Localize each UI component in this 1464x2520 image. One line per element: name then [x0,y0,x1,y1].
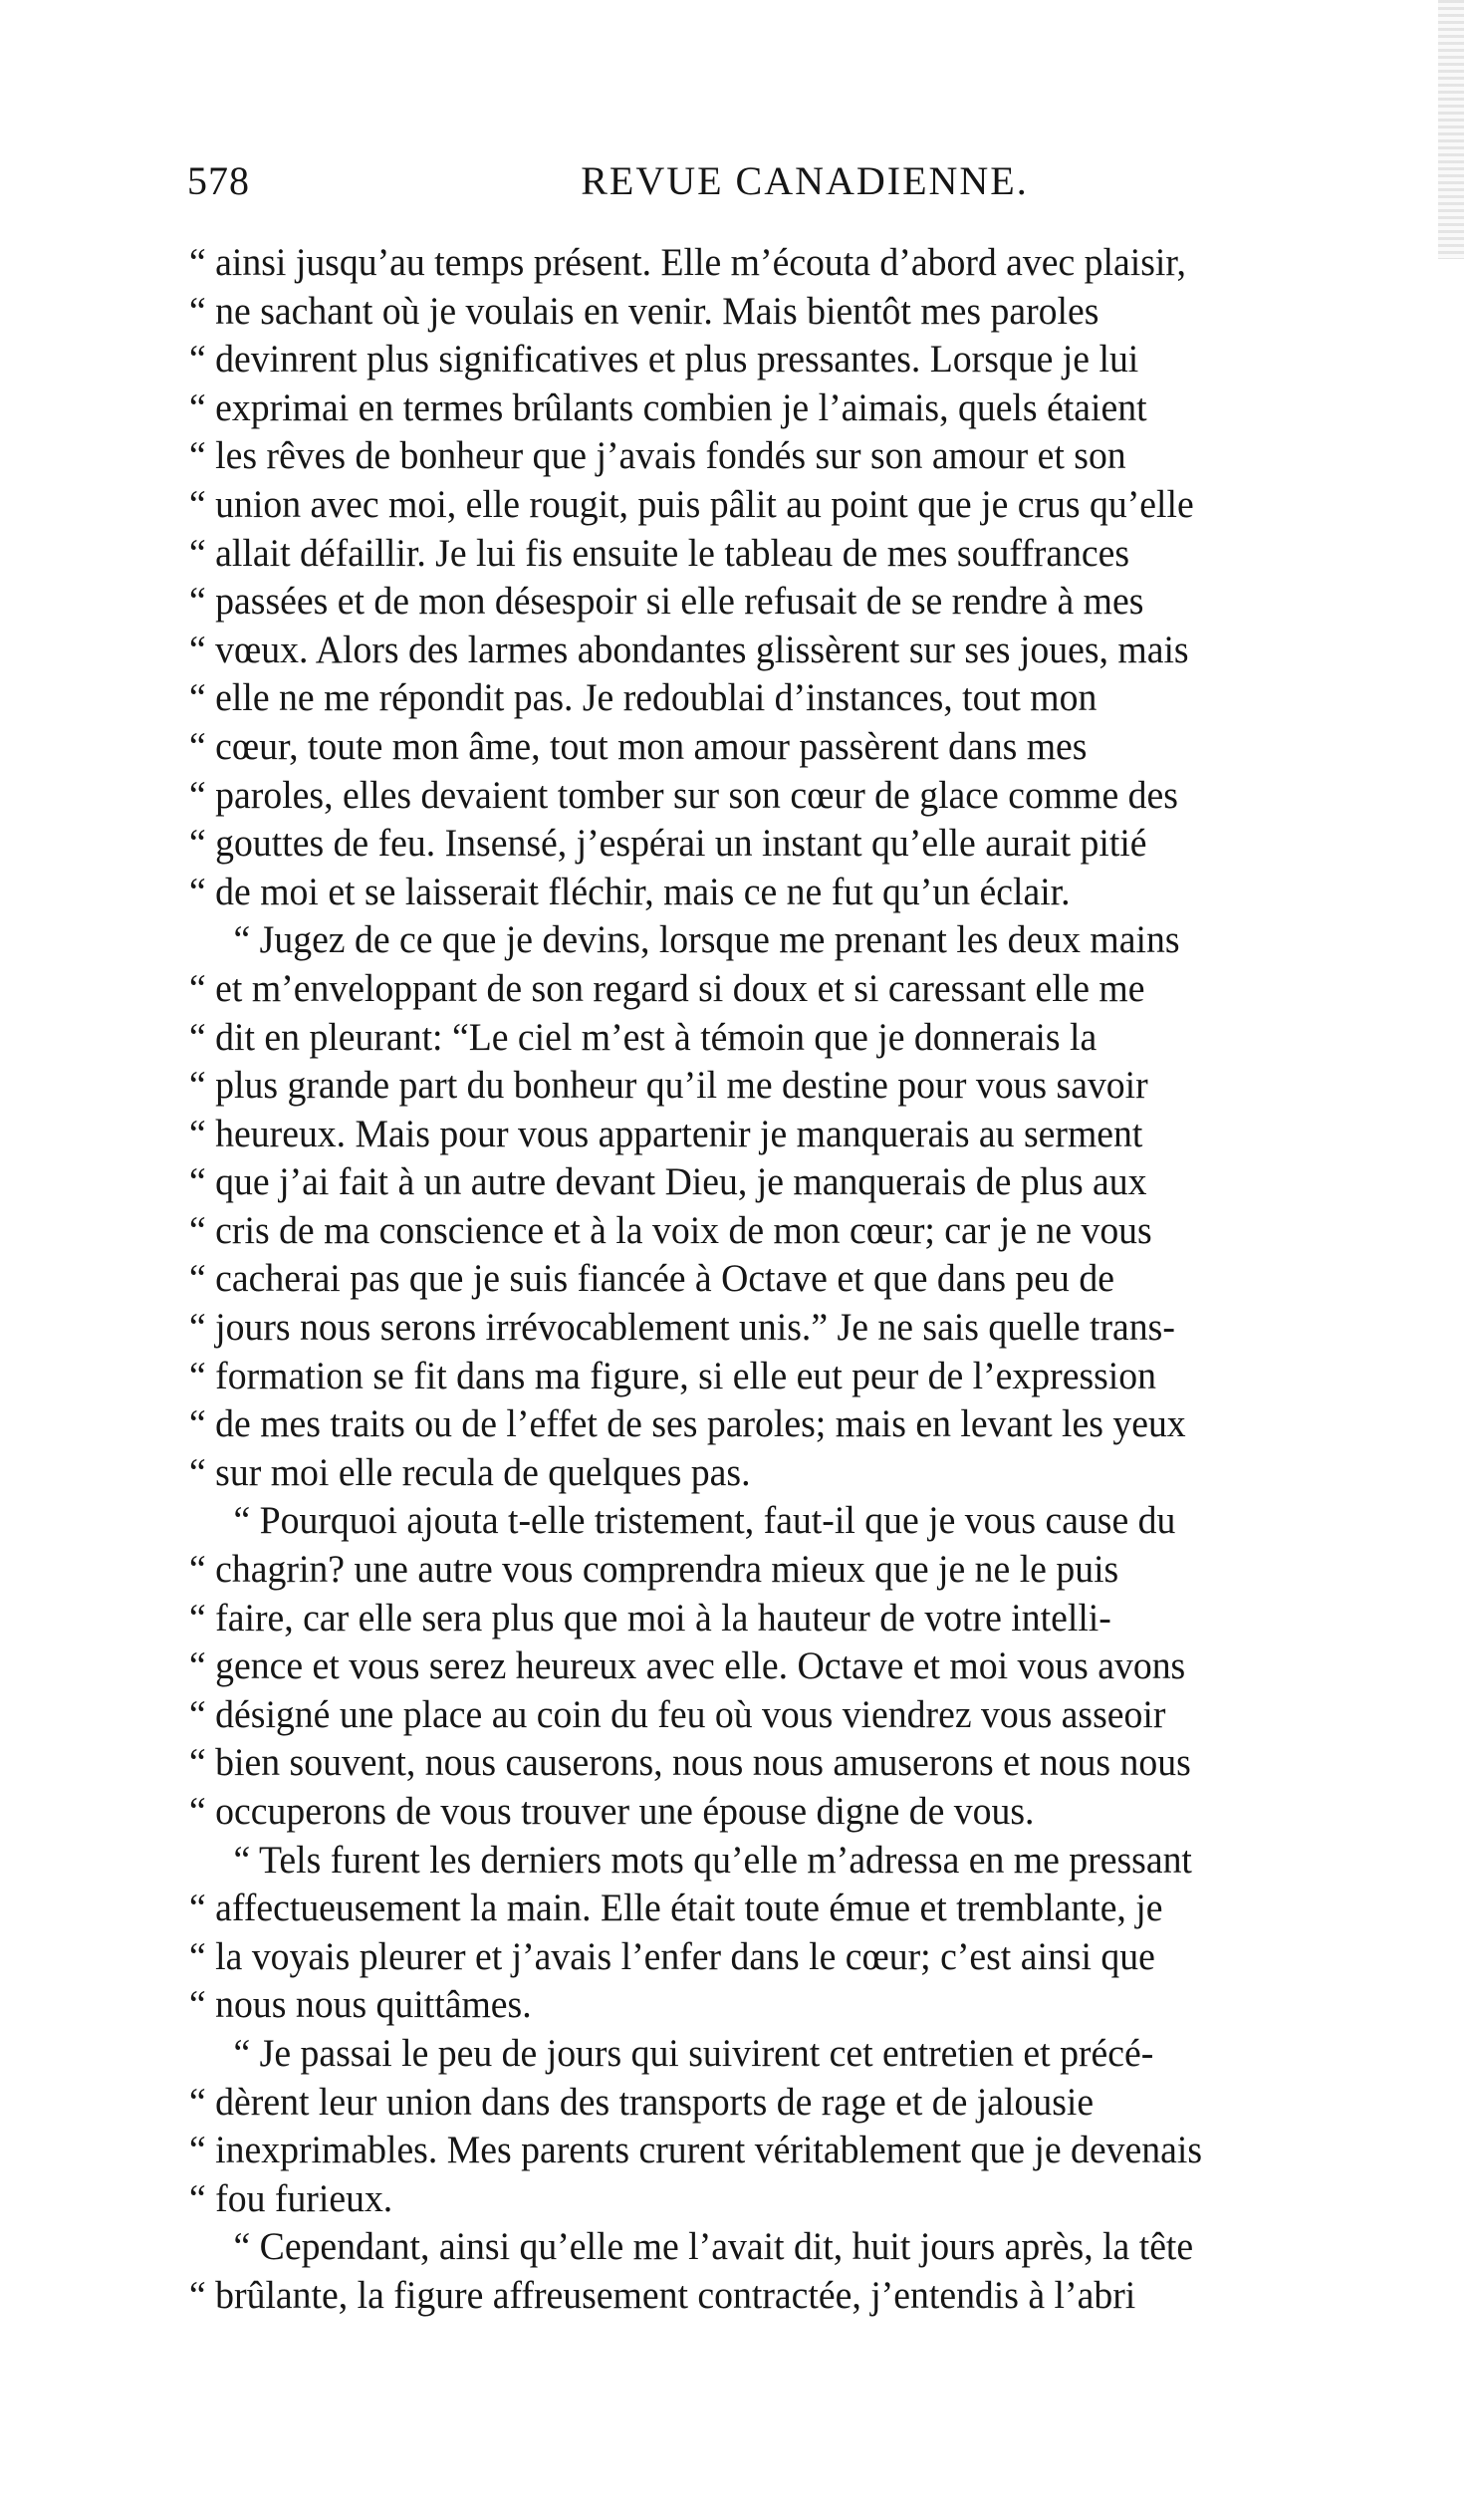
page-header [187,157,1362,213]
text-line: “ que j’ai fait à un autre devant Dieu, je manquerais de plus aux [189,1160,1147,1204]
text-line: “ occuperons de vous trouver une épouse digne de vous. [189,1790,1035,1833]
text-line: “ brûlante, la figure affreusement contractée, j’entendis à l’abri [189,2273,1136,2317]
text-line: “ Jugez de ce que je devins, lorsque me prenant les deux mains [233,918,1180,962]
text-line: “ paroles, elles devaient tomber sur son cœur de glace comme des [189,773,1178,817]
text-line: “ heureux. Mais pour vous appartenir je manquerais au serment [189,1112,1143,1155]
text-line: “ et m’enveloppant de son regard si doux et si caressant elle me [189,966,1145,1010]
text-line: “ allait défaillir. Je lui fis ensuite le tableau de mes souffrances [189,531,1130,575]
text-line: “ jours nous serons irrévocablement unis.” Je ne sais quelle trans- [189,1306,1175,1350]
page-number: 578 [187,158,250,203]
text-line: “ les rêves de bonheur que j’avais fondés sur son amour et son [189,434,1126,478]
text-line: “ Je passai le peu de jours qui suivirent cet entretien et précé- [233,2031,1154,2075]
text-line: “ cœur, toute mon âme, tout mon amour passèrent dans mes [189,724,1088,768]
text-line: “ exprimai en termes brûlants combien je l’aimais, quels étaient [189,385,1147,429]
text-line: “ inexprimables. Mes parents crurent véritablement que je devenais [189,2129,1203,2172]
text-line: “ affectueusement la main. Elle était toute émue et tremblante, je [189,1887,1163,1930]
running-title: REVUE CANADIENNE. [581,158,1029,203]
text-line: “ plus grande part du bonheur qu’il me destine pour vous savoir [189,1064,1148,1108]
text-line: “ gence et vous serez heureux avec elle. Octave et moi vous avons [189,1644,1186,1688]
text-line: “ devinrent plus significatives et plus pressantes. Lorsque je lui [189,338,1139,381]
text-line: “ chagrin? une autre vous comprendra mieux que je ne le puis [189,1548,1119,1592]
text-line: “ formation se fit dans ma figure, si elle eut peur de l’expression [189,1354,1157,1397]
text-line: “ dèrent leur union dans des transports de rage et de jalousie [189,2080,1095,2124]
text-line: “ passées et de mon désespoir si elle refusait de se rendre à mes [189,580,1144,624]
text-line: “ Cependant, ainsi qu’elle me l’avait dit, huit jours après, la tête [233,2225,1194,2269]
text-line: “ cacherai pas que je suis fiancée à Octave et que dans peu de [189,1257,1114,1301]
text-line: “ de moi et se laisserait fléchir, mais ce ne fut qu’un éclair. [189,870,1071,913]
text-line: “ vœux. Alors des larmes abondantes glissèrent sur ses joues, mais [189,628,1189,671]
text-line: “ dit en pleurant: “Le ciel m’est à témoin que je donnerais la [189,1015,1098,1059]
text-line: “ nous nous quittâmes. [189,1983,532,2027]
text-line: “ bien souvent, nous causerons, nous nous amuserons et nous nous [189,1741,1191,1785]
text-line: “ fou furieux. [189,2176,393,2220]
text-line: “ gouttes de feu. Insensé, j’espérai un instant qu’elle aurait pitié [189,822,1147,866]
text-line: “ sur moi elle recula de quelques pas. [189,1450,751,1494]
text-line: “ la voyais pleurer et j’avais l’enfer dans le cœur; c’est ainsi que [189,1934,1155,1978]
page-edge-shadow [1438,0,1464,259]
text-line: “ union avec moi, elle rougit, puis pâlit au point que je crus qu’elle [189,482,1194,526]
text-line: “ ne sachant où je voulais en venir. Mais bientôt mes paroles [189,289,1099,333]
text-line: “ cris de ma conscience et à la voix de mon cœur; car je ne vous [189,1208,1152,1252]
text-line: “ elle ne me répondit pas. Je redoublai d’instances, tout mon [189,676,1098,720]
text-body [189,239,1404,2321]
text-line: “ ainsi jusqu’au temps présent. Elle m’écouta d’abord avec plaisir, [189,241,1186,284]
text-line: “ désigné une place au coin du feu où vous viendrez vous asseoir [189,1692,1166,1736]
text-line: “ Tels furent les derniers mots qu’elle m’adressa en me pressant [233,1838,1192,1882]
text-line: “ de mes traits ou de l’effet de ses paroles; mais en levant les yeux [189,1402,1186,1446]
text-line: “ faire, car elle sera plus que moi à la hauteur de votre intelli- [189,1596,1111,1639]
text-line: “ Pourquoi ajouta t-elle tristement, faut-il que je vous cause du [233,1499,1176,1543]
